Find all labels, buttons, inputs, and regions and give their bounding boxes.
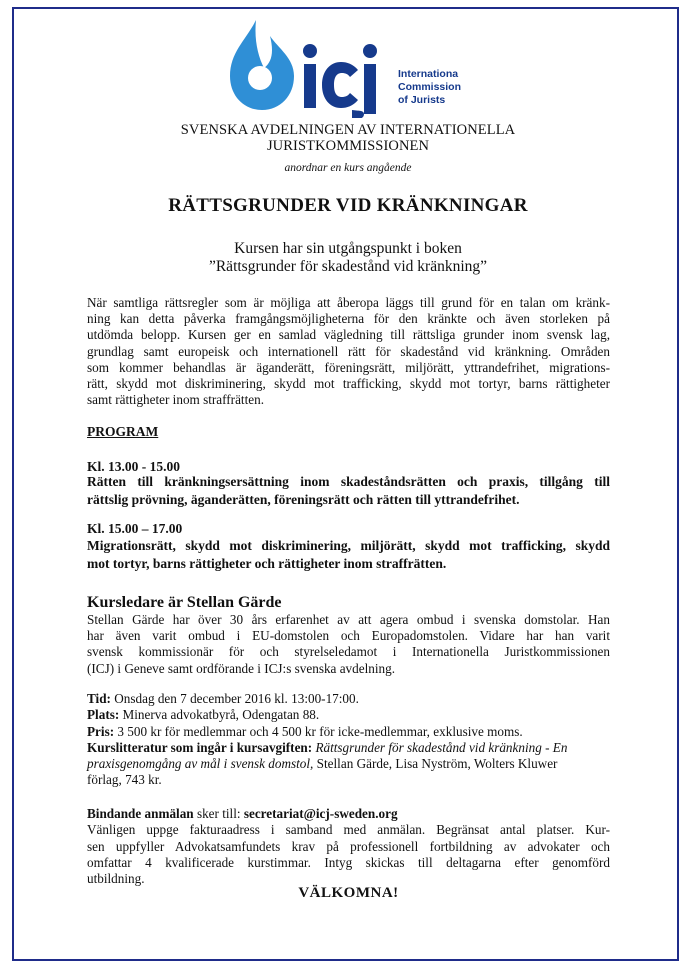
detail-place-label: Plats:	[87, 707, 120, 723]
session-1-description	[87, 473, 610, 508]
intro-line: När samtliga rättsregler som är möjliga att åberopa läggs till grund för en talan om kränk-	[87, 295, 610, 310]
registration-line: Vänligen uppge fakturaadress i samband med anmälan. Begränsat antal platser. Kur-	[87, 822, 610, 838]
detail-literature-title-2: praxisgenomgång av mål i svensk domstol,	[87, 756, 314, 772]
session-1-line: Rätten till kränkningsersättning inom skadeståndsrätten och praxis, tillgång till	[87, 474, 610, 489]
book-reference-line2: ”Rättsgrunder för skadestånd vid kränkning”	[208, 258, 488, 275]
registration-block	[87, 806, 610, 887]
logo-org-line2: Commission	[398, 81, 462, 93]
detail-price-label: Pris:	[87, 723, 115, 739]
registration-middle: sker till:	[193, 806, 244, 821]
leader-bio-line: har även varit ombud i EU-domstolen och Europadomstolen. Vidare har han varit	[87, 628, 610, 644]
book-reference-line1: Kursen har sin utgångspunkt i boken	[234, 240, 462, 257]
detail-time-label: Tid:	[87, 691, 111, 706]
organizer-name	[100, 122, 596, 154]
session-1-time: Kl. 13.00 - 15.00	[87, 459, 180, 474]
letter-j-stem	[364, 64, 376, 114]
detail-place-value: Minerva advokatbyrå, Odengatan 88.	[119, 707, 320, 723]
letter-i-stem	[304, 64, 316, 108]
session-2-line: Migrationsrätt, skydd mot diskriminering, miljörätt, skydd mot trafficking, skydd	[87, 538, 610, 553]
letter-j-hook	[352, 110, 364, 118]
intro-line: utdömda belopp. Kursen ger en samlad vägledning till rättsliga grunder inom svensk lag,	[87, 327, 610, 343]
letter-j-dot	[363, 44, 377, 58]
leader-bio-line: (ICJ) i Geneve samt ordförande i ICJ:s svenska avdelning.	[87, 660, 396, 676]
intro-line: som kommer behandlas är äganderätt, föreningsrätt, miljörätt, yttrandefrihet, migrations-	[87, 359, 610, 375]
welcome-text: VÄLKOMNA!	[298, 885, 399, 901]
logo-org-name	[398, 68, 498, 107]
session-2-time: Kl. 15.00 – 17.00	[87, 521, 183, 536]
detail-time-value: Onsdag den 7 december 2016 kl. 13:00-17:00.	[110, 691, 359, 706]
course-details	[87, 691, 610, 789]
letter-i-dot	[303, 44, 317, 58]
intro-line: grundlag samt europeisk och internationell rätt för skadestånd vid kränkning. Områden	[87, 343, 610, 359]
registration-line: sen uppfyller Advokatsamfundets krav på professionell fortbildning av advokater och	[87, 838, 610, 854]
detail-literature-title-1: Rättsgrunder för skadestånd vid kränkning - En	[312, 739, 568, 755]
detail-literature-publisher: förlag, 743 kr.	[87, 772, 162, 788]
course-leader-heading: Kursledare är Stellan Gärde	[87, 594, 282, 611]
organizer-line2: JURISTKOMMISSIONEN	[266, 138, 430, 154]
icj-logo-mark	[222, 18, 398, 118]
letter-c	[322, 62, 358, 108]
detail-time	[87, 691, 610, 707]
detail-literature-authors: Stellan Gärde, Lisa Nyström, Wolters Kluwer	[313, 756, 558, 772]
detail-place	[87, 707, 610, 723]
leader-bio-line: svensk kommissionär för och styrelseledamot i Internationella Juristkommissionen	[87, 644, 610, 660]
registration-email[interactable]: secretariat@icj-sweden.org	[243, 806, 398, 821]
course-leader-bio	[87, 612, 610, 677]
detail-literature-label: Kurslitteratur som ingår i kursavgiften:	[87, 739, 313, 755]
detail-price	[87, 724, 610, 740]
detail-price-value: 3 500 kr för medlemmar och 4 500 kr för icke-medlemmar, exklusive moms.	[114, 723, 523, 739]
book-reference	[100, 240, 596, 276]
logo-org-line3: of Jurists	[398, 94, 446, 106]
organizer-subtitle: anordnar en kurs angående	[284, 162, 412, 174]
detail-literature	[87, 740, 610, 756]
session-1-line: rättslig prövning, äganderätten, föreningsrätt och rätten till yttrandefrihet.	[87, 491, 520, 507]
registration-line: omfattar 4 kvalificerade kurstimmar. Intyg skickas till deltagarna efter genomförd	[87, 854, 610, 870]
icj-logo	[222, 18, 492, 118]
registration-label: Bindande anmälan	[87, 806, 194, 821]
intro-line: ning kan detta påverka framgångsmöjligheterna för den kränkte och även storleken på	[87, 311, 610, 327]
session-2-line: mot tortyr, barns rättigheter och rättigheter inom straffrätten.	[87, 555, 447, 571]
registration-headline	[87, 806, 610, 822]
detail-literature-cont	[87, 756, 610, 772]
session-2-description	[87, 537, 610, 572]
intro-line: samt rättigheter inom straffrätten.	[87, 392, 264, 408]
program-heading: PROGRAM	[87, 424, 159, 439]
drop-inner-circle	[248, 66, 272, 90]
logo-org-line1: Internationa	[398, 68, 459, 80]
organizer-line1: SVENSKA AVDELNINGEN AV INTERNATIONELLA	[180, 122, 516, 138]
drop-shape	[230, 20, 294, 110]
intro-paragraph	[87, 295, 610, 408]
leader-bio-line: Stellan Gärde har över 30 års erfarenhet av att agera ombud i svenska domstolar. Han	[87, 612, 610, 627]
course-title: RÄTTSGRUNDER VID KRÄNKNINGAR	[168, 195, 528, 216]
intro-line: rätt, skydd mot diskriminering, skydd mot trafficking, skydd mot tortyr, barns rättigheter	[87, 376, 610, 392]
registration-line: utbildning.	[87, 871, 145, 887]
